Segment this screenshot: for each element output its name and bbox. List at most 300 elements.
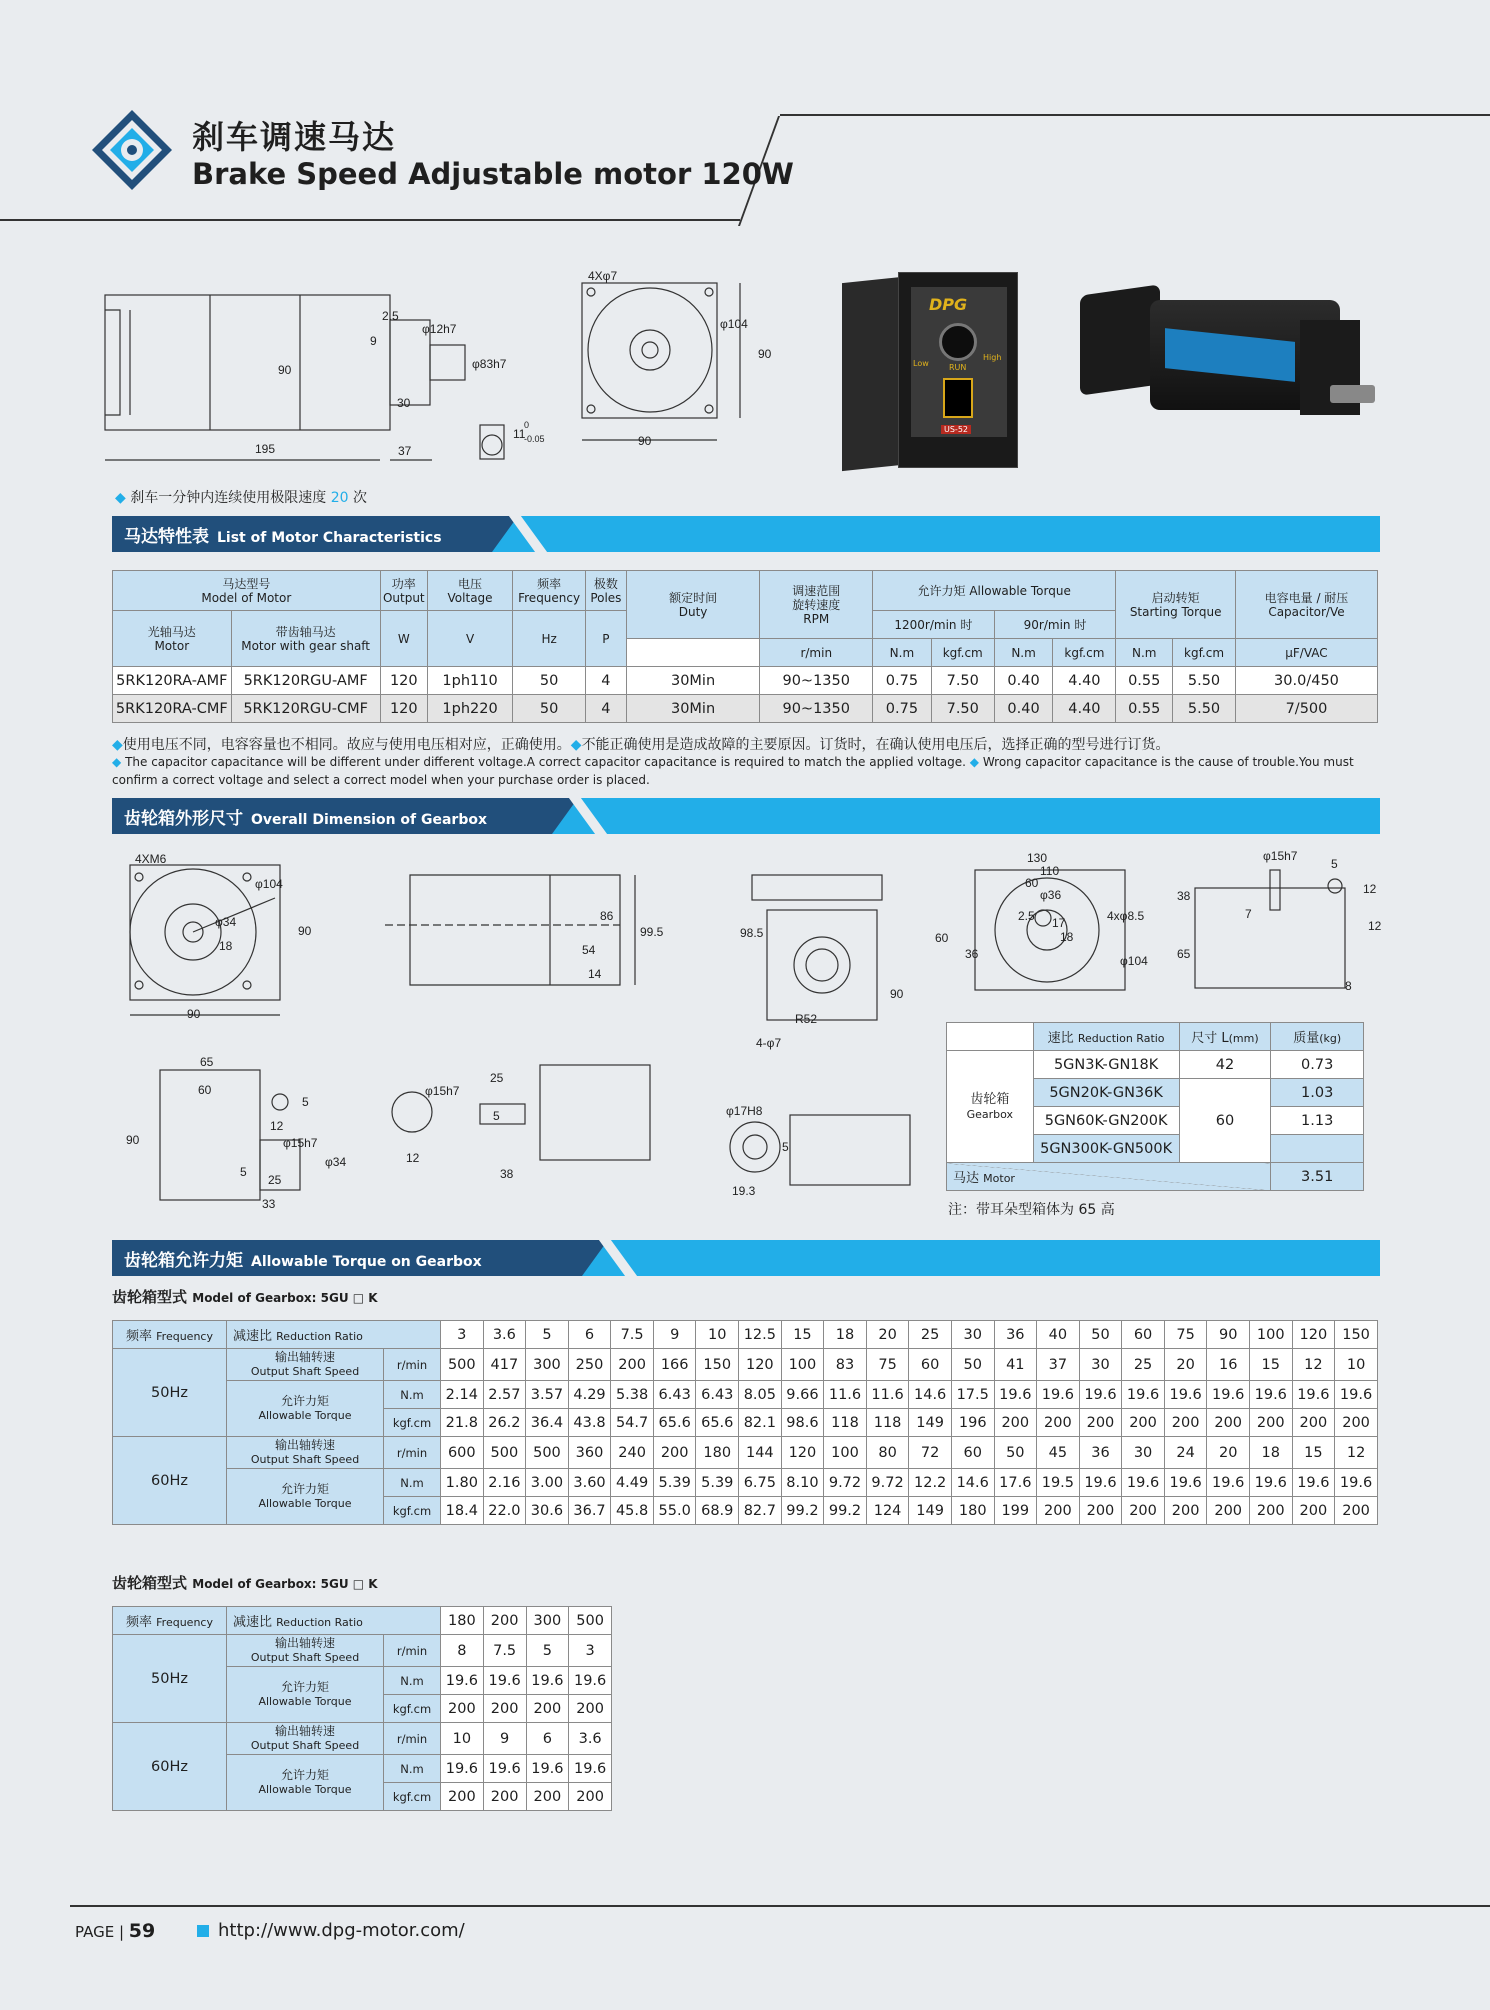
ratio-cell: 50	[1079, 1321, 1122, 1349]
dim-label: 2.5	[382, 309, 399, 323]
value-cell: 99.2	[781, 1497, 824, 1525]
value-cell: 19.6	[1079, 1381, 1122, 1409]
value-cell: 5.39	[653, 1469, 696, 1497]
value-cell: 19.6	[569, 1667, 612, 1695]
value-cell: 300	[526, 1349, 569, 1381]
dim-label: 60	[1025, 876, 1039, 890]
value-cell: 19.6	[1335, 1381, 1378, 1409]
value-cell: 18.4	[441, 1497, 484, 1525]
value-cell: 200	[1335, 1497, 1378, 1525]
ratio-cell: 300	[526, 1607, 569, 1635]
value-cell: 36.4	[526, 1409, 569, 1437]
value-cell: 9.72	[866, 1469, 909, 1497]
dim-label: 4XM6	[135, 852, 167, 866]
value-cell: 200	[1249, 1497, 1292, 1525]
ratio-cell: 6	[568, 1321, 611, 1349]
value-cell: 19.6	[1207, 1469, 1250, 1497]
link-bullet-icon	[197, 1925, 209, 1937]
value-cell: 65.6	[696, 1409, 739, 1437]
table-row: 5GN300K-GN500K	[947, 1135, 1364, 1163]
dim-label: 30	[397, 396, 411, 410]
value-cell: 200	[526, 1783, 569, 1811]
ratio-cell: 120	[1292, 1321, 1335, 1349]
value-cell: 166	[653, 1349, 696, 1381]
dim-label: 5	[493, 1109, 500, 1123]
voltage-note-en: ◆ The capacitor capacitance will be different under different voltage.A correct capacitor capacitance is required to match the applied voltage. ◆ Wrong capacitor capacitance is the cause of trouble.You must	[112, 755, 1354, 769]
dim-label: φ15h7	[283, 1136, 318, 1150]
table-row: kgf.cm 200 200 200 200	[113, 1695, 612, 1723]
value-cell: 19.6	[1122, 1381, 1165, 1409]
value-cell: 100	[824, 1437, 867, 1469]
value-cell: 82.7	[739, 1497, 782, 1525]
dim-label: 90	[638, 434, 652, 448]
ratio-cell: 5	[526, 1321, 569, 1349]
value-cell: 4.29	[568, 1381, 611, 1409]
ratio-cell: 90	[1207, 1321, 1250, 1349]
dim-label: 90	[758, 347, 772, 361]
dim-label: 12	[1363, 882, 1377, 896]
ratio-cell: 150	[1335, 1321, 1378, 1349]
value-cell: 600	[441, 1437, 484, 1469]
dim-label: 9	[370, 334, 377, 348]
value-cell: 72	[909, 1437, 952, 1469]
value-cell: 19.6	[441, 1755, 484, 1783]
dim-label: 60	[935, 931, 949, 945]
value-cell: 200	[569, 1695, 612, 1723]
dim-label: φ104	[255, 877, 283, 891]
table-row: 允许力矩 Allowable Torque N.m 1.80 2.16 3.00 3.60 4.49 5.39 5.39 6.75 8.10 9.72 9.72 12.2 14.6 17.6 19.5 19.6 19.6 19.6 19.6 19.6 19.6 19.6	[113, 1469, 1378, 1497]
table-row: 5GN20K-GN36K 60 1.03	[947, 1079, 1364, 1107]
value-cell: 200	[1249, 1409, 1292, 1437]
dim-label: 14	[588, 967, 602, 981]
value-cell: 10	[441, 1723, 484, 1755]
dim-label: 38	[1177, 889, 1191, 903]
value-cell: 199	[994, 1497, 1037, 1525]
value-cell: 17.5	[951, 1381, 994, 1409]
dim-label: 98.5	[740, 926, 764, 940]
value-cell: 5.38	[611, 1381, 654, 1409]
value-cell: 120	[781, 1437, 824, 1469]
dim-label: 4-φ7	[756, 1036, 782, 1050]
value-cell: 19.6	[994, 1381, 1037, 1409]
value-cell: 19.6	[1164, 1381, 1207, 1409]
value-cell: 200	[1164, 1409, 1207, 1437]
dim-label: 86	[600, 909, 614, 923]
value-cell: 118	[866, 1409, 909, 1437]
dim-label: 18	[219, 939, 233, 953]
value-cell: 19.6	[1292, 1381, 1335, 1409]
value-cell: 100	[781, 1349, 824, 1381]
brake-note: ◆ 刹车一分钟内连续使用极限速度 20 次	[115, 490, 367, 506]
value-cell: 124	[866, 1497, 909, 1525]
ratio-cell: 180	[441, 1607, 484, 1635]
value-cell: 24	[1164, 1437, 1207, 1469]
table-row: 50Hz 输出轴转速 Output Shaft Speed r/min 500 417 300 250 200 166 150 120 100 83 75 60 50 41 37 30 25 20 16 15 12 10	[113, 1349, 1378, 1381]
value-cell: 200	[569, 1783, 612, 1811]
value-cell: 10	[1335, 1349, 1378, 1381]
value-cell: 149	[909, 1497, 952, 1525]
value-cell: 11.6	[824, 1381, 867, 1409]
dim-label: 37	[398, 444, 412, 458]
dim-label: 12	[1368, 919, 1382, 933]
dim-label: 65	[200, 1055, 214, 1069]
value-cell: 200	[1122, 1409, 1165, 1437]
dim-label: 54	[582, 943, 596, 957]
value-cell: 19.6	[483, 1755, 526, 1783]
torque-table-2: 频率 Frequency 减速比 Reduction Ratio 180 200 300 500 50Hz 输出轴转速 Output Shaft Speed r/min 8 7.5 5 3 允许力矩 Allowable Torque N.m 19.6 19.6 19.6 19.6 kgf.cm 200 200 200 200 60Hz 输出轴转速 Output Shaft Speed r/min 10 9 6 3.6 允许力矩 Allowable Torque N.m 19.6 19.6 19.6 19.6 kgf.cm 200 200 200 200	[112, 1606, 612, 1811]
value-cell: 55.0	[653, 1497, 696, 1525]
ratio-cell: 100	[1249, 1321, 1292, 1349]
value-cell: 240	[611, 1437, 654, 1469]
value-cell: 2.16	[483, 1469, 526, 1497]
motor-side-drawing	[100, 270, 570, 470]
gearbox-model-label-2: 齿轮箱型式 Model of Gearbox: 5GU □ K	[112, 1574, 378, 1592]
value-cell: 120	[739, 1349, 782, 1381]
controller-run-label: RUN	[949, 363, 967, 372]
value-cell: 200	[483, 1783, 526, 1811]
controller-brand: DPG	[929, 295, 968, 314]
value-cell: 19.6	[1249, 1381, 1292, 1409]
dim-label: φ83h7	[472, 357, 507, 371]
ratio-cell: 10	[696, 1321, 739, 1349]
dim-label: φ12h7	[422, 322, 457, 336]
controller-model-label: US-52	[941, 425, 971, 434]
value-cell: 19.6	[1335, 1469, 1378, 1497]
page-title-en: Brake Speed Adjustable motor 120W	[192, 157, 794, 191]
value-cell: 9	[483, 1723, 526, 1755]
dim-label: 36	[965, 947, 979, 961]
speed-knob-icon	[939, 323, 977, 361]
ratio-cell: 30	[951, 1321, 994, 1349]
value-cell: 6.43	[696, 1381, 739, 1409]
value-cell: 118	[824, 1409, 867, 1437]
value-cell: 19.6	[1122, 1469, 1165, 1497]
value-cell: 200	[1292, 1409, 1335, 1437]
ratio-note: 注：带耳朵型箱体为 65 高	[948, 1202, 1115, 1218]
value-cell: 14.6	[909, 1381, 952, 1409]
value-cell: 200	[1335, 1409, 1378, 1437]
ratio-cell: 9	[653, 1321, 696, 1349]
value-cell: 196	[951, 1409, 994, 1437]
ratio-cell: 200	[483, 1607, 526, 1635]
value-cell: 3.00	[526, 1469, 569, 1497]
dim-label: 90	[298, 924, 312, 938]
value-cell: 26.2	[483, 1409, 526, 1437]
value-cell: 200	[526, 1695, 569, 1723]
value-cell: 5.39	[696, 1469, 739, 1497]
ratio-cell: 3.6	[483, 1321, 526, 1349]
value-cell: 6.75	[739, 1469, 782, 1497]
dim-label: 25	[490, 1071, 504, 1085]
value-cell: 19.6	[526, 1667, 569, 1695]
table-row: kgf.cm 21.8 26.2 36.4 43.8 54.7 65.6 65.6 82.1 98.6 118 118 149 196 200 200 200 200 200 200 200 200 200	[113, 1409, 1378, 1437]
dim-label: 4Xφ7	[588, 269, 618, 283]
value-cell: 12.2	[909, 1469, 952, 1497]
footer-rule	[70, 1905, 1490, 1907]
value-cell: 180	[951, 1497, 994, 1525]
value-cell: 360	[568, 1437, 611, 1469]
value-cell: 36.7	[568, 1497, 611, 1525]
value-cell: 17.6	[994, 1469, 1037, 1497]
value-cell: 149	[909, 1409, 952, 1437]
dim-label: 17	[1052, 916, 1066, 930]
dim-label: 90	[278, 363, 292, 377]
dim-label: -0.05	[524, 434, 545, 444]
dim-label: 5	[1331, 857, 1338, 871]
ratio-cell: 40	[1037, 1321, 1080, 1349]
dim-label: 12	[406, 1151, 420, 1165]
value-cell: 200	[1037, 1409, 1080, 1437]
value-cell: 250	[568, 1349, 611, 1381]
gearbox-front-drawing	[115, 850, 335, 1025]
value-cell: 200	[441, 1695, 484, 1723]
value-cell: 19.6	[1292, 1469, 1335, 1497]
page-number: PAGE | 59	[75, 1920, 156, 1942]
table-row: kgf.cm 200 200 200 200	[113, 1783, 612, 1811]
website-link[interactable]: http://www.dpg-motor.com/	[218, 1920, 465, 1941]
value-cell: 12	[1292, 1349, 1335, 1381]
value-cell: 19.6	[526, 1755, 569, 1783]
table-row: 60Hz 输出轴转速 Output Shaft Speed r/min 600 500 500 360 240 200 180 144 120 100 80 72 60 50 45 36 30 24 20 18 15 12	[113, 1437, 1378, 1469]
value-cell: 25	[1122, 1349, 1165, 1381]
value-cell: 417	[483, 1349, 526, 1381]
value-cell: 30	[1079, 1349, 1122, 1381]
value-cell: 50	[994, 1437, 1037, 1469]
section-motor-characteristics: 马达特性表 List of Motor Characteristics	[112, 516, 1380, 552]
ratio-cell: 12.5	[739, 1321, 782, 1349]
gearbox-model-label-1: 齿轮箱型式 Model of Gearbox: 5GU □ K	[112, 1288, 378, 1306]
gearbox-side-drawing	[380, 870, 680, 1000]
value-cell: 6	[526, 1723, 569, 1755]
ratio-cell: 3	[441, 1321, 484, 1349]
value-cell: 22.0	[483, 1497, 526, 1525]
ratio-cell: 18	[824, 1321, 867, 1349]
dim-label: 90	[187, 1007, 201, 1021]
value-cell: 200	[1079, 1409, 1122, 1437]
value-cell: 3.60	[568, 1469, 611, 1497]
section-gearbox-dimension: 齿轮箱外形尺寸 Overall Dimension of Gearbox	[112, 798, 1380, 834]
dim-label: 110	[1040, 864, 1060, 878]
ratio-cell: 500	[569, 1607, 612, 1635]
table-row: 允许力矩 Allowable Torque N.m 19.6 19.6 19.6 19.6	[113, 1755, 612, 1783]
table-row: 马达 Motor 3.51	[947, 1163, 1364, 1191]
gearbox-ear-drawing	[740, 865, 910, 1055]
value-cell: 19.6	[1037, 1381, 1080, 1409]
value-cell: 18	[1249, 1437, 1292, 1469]
value-cell: 8	[441, 1635, 484, 1667]
speed-controller-photo	[838, 272, 1018, 472]
dim-label: 5	[302, 1095, 309, 1109]
ratio-cell: 20	[866, 1321, 909, 1349]
value-cell: 45	[1037, 1437, 1080, 1469]
gearbox-shaft-side-drawing	[1175, 848, 1390, 1003]
dim-label: 65	[1177, 947, 1191, 961]
dim-label: 25	[268, 1173, 282, 1187]
voltage-note-cn: ◆使用电压不同，电容容量也不相同。故应与使用电压相对应，正确使用。◆不能正确使用是造成故障的主要原因。订货时，在确认使用电压后，选择正确的型号进行订货。	[112, 737, 1170, 753]
dim-label: 99.5	[640, 925, 664, 939]
table-row: 60Hz 输出轴转速 Output Shaft Speed r/min 10 9 6 3.6	[113, 1723, 612, 1755]
value-cell: 45.8	[611, 1497, 654, 1525]
value-cell: 50	[951, 1349, 994, 1381]
value-cell: 6.43	[653, 1381, 696, 1409]
dim-label: 33	[262, 1197, 276, 1211]
table-row: 5RK120RA-CMF 5RK120RGU-CMF 120 1ph220 50 4 30Min 90~1350 0.75 7.50 0.40 4.40 0.55 5.50 7/500	[113, 695, 1378, 723]
ratio-cell: 60	[1122, 1321, 1165, 1349]
value-cell: 12	[1335, 1437, 1378, 1469]
dim-label: 90	[890, 987, 904, 1001]
dim-label: 60	[198, 1083, 212, 1097]
table-row: 齿轮箱 Gearbox 5GN3K-GN18K 42 0.73	[947, 1051, 1364, 1079]
value-cell: 180	[696, 1437, 739, 1469]
value-cell: 20	[1164, 1349, 1207, 1381]
ratio-cell: 25	[909, 1321, 952, 1349]
dim-label: φ34	[325, 1155, 347, 1169]
table-row: 5RK120RA-AMF 5RK120RGU-AMF 120 1ph110 50 4 30Min 90~1350 0.75 7.50 0.40 4.40 0.55 5.50 30.0/450	[113, 667, 1378, 695]
dim-label: 11	[513, 427, 526, 441]
dim-label: 195	[255, 442, 276, 456]
value-cell: 200	[994, 1409, 1037, 1437]
value-cell: 150	[696, 1349, 739, 1381]
value-cell: 200	[653, 1437, 696, 1469]
dim-label: 90	[126, 1133, 140, 1147]
dim-label: 8	[1345, 979, 1352, 993]
value-cell: 30.6	[526, 1497, 569, 1525]
value-cell: 19.6	[441, 1667, 484, 1695]
value-cell: 200	[1079, 1497, 1122, 1525]
value-cell: 3.57	[526, 1381, 569, 1409]
value-cell: 19.6	[1079, 1469, 1122, 1497]
value-cell: 5	[526, 1635, 569, 1667]
value-cell: 30	[1122, 1437, 1165, 1469]
value-cell: 82.1	[739, 1409, 782, 1437]
value-cell: 3.6	[569, 1723, 612, 1755]
dim-label: 130	[1027, 851, 1048, 865]
dim-label: φ104	[720, 317, 748, 331]
value-cell: 60	[909, 1349, 952, 1381]
gearbox-shaft-drawing	[390, 1060, 680, 1190]
value-cell: 200	[441, 1783, 484, 1811]
ratio-cell: 36	[994, 1321, 1037, 1349]
dim-label: φ34	[215, 915, 237, 929]
table-row: 允许力矩 Allowable Torque N.m 19.6 19.6 19.6 19.6	[113, 1667, 612, 1695]
ratio-cell: 15	[781, 1321, 824, 1349]
switch-icon	[943, 378, 973, 418]
value-cell: 500	[526, 1437, 569, 1469]
value-cell: 8.10	[781, 1469, 824, 1497]
value-cell: 200	[1207, 1409, 1250, 1437]
controller-low-label: Low	[913, 359, 929, 368]
dim-label: R52	[795, 1012, 818, 1026]
value-cell: 500	[483, 1437, 526, 1469]
gearbox-flange-drawing	[935, 850, 1155, 1000]
value-cell: 4.49	[611, 1469, 654, 1497]
value-cell: 19.6	[1164, 1469, 1207, 1497]
dim-label: φ104	[1120, 954, 1148, 968]
page-title-cn: 刹车调速马达	[192, 118, 397, 156]
value-cell: 15	[1249, 1349, 1292, 1381]
header-rule	[0, 219, 740, 221]
value-cell: 8.05	[739, 1381, 782, 1409]
gearbox-ratio-table: 速比 Reduction Ratio 尺寸 L(mm) 质量(kg) 齿轮箱 Gearbox 5GN3K-GN18K 42 0.73 5GN20K-GN36K 60 1.03 5GN60K-GN200K 1.13 5GN300K-GN500K 马达 Motor 3.51	[946, 1022, 1364, 1191]
value-cell: 11.6	[866, 1381, 909, 1409]
value-cell: 7.5	[483, 1635, 526, 1667]
value-cell: 80	[866, 1437, 909, 1469]
dim-label: 19.3	[732, 1184, 756, 1198]
value-cell: 200	[611, 1349, 654, 1381]
ratio-cell: 7.5	[611, 1321, 654, 1349]
value-cell: 43.8	[568, 1409, 611, 1437]
value-cell: 99.2	[824, 1497, 867, 1525]
table-row: 允许力矩 Allowable Torque N.m 2.14 2.57 3.57 4.29 5.38 6.43 6.43 8.05 9.66 11.6 11.6 14.6 17.5 19.6 19.6 19.6 19.6 19.6 19.6 19.6 19.6 19.6	[113, 1381, 1378, 1409]
value-cell: 200	[1207, 1497, 1250, 1525]
value-cell: 65.6	[653, 1409, 696, 1437]
value-cell: 500	[441, 1349, 484, 1381]
value-cell: 19.5	[1037, 1469, 1080, 1497]
value-cell: 19.6	[1249, 1469, 1292, 1497]
dim-label: 38	[500, 1167, 514, 1181]
controller-high-label: High	[983, 353, 1002, 362]
value-cell: 16	[1207, 1349, 1250, 1381]
value-cell: 200	[1037, 1497, 1080, 1525]
dim-label: 0	[524, 420, 530, 430]
value-cell: 19.6	[483, 1667, 526, 1695]
value-cell: 14.6	[951, 1469, 994, 1497]
dim-label: φ15h7	[1263, 849, 1298, 863]
value-cell: 9.66	[781, 1381, 824, 1409]
dim-label: 18	[1060, 930, 1074, 944]
value-cell: 200	[1164, 1497, 1207, 1525]
value-cell: 144	[739, 1437, 782, 1469]
brand-logo-icon	[90, 108, 174, 192]
motor-characteristics-table: 马达型号 Model of Motor 功率 Output 电压 Voltage 频率 Frequency 极数 Poles 额定时间 Duty 调速范围 旋转速度 RPM 允许力矩 Allowable Torque 启动转矩 Starting Torque 电容电量 / 耐压 Capacitor/Ve 光轴马达 Motor 带齿轴马达 Motor with gear shaft W V Hz P 1200r/min 时 90r/min 时 r/min N.m kgf.cm N.m kgf.cm N.m kgf.cm μF/VAC 5RK120RA-AMF 5RK120RGU-AMF 120 1ph110 50 4 30Min 90~1350 0.75 7.50 0.40 4.40 0.55 5.50 30.0/450 5RK120RA-CMF 5RK120RGU-CMF 120 1ph220 50 4 30Min 90~1350 0.75 7.50 0.40 4.40 0.55 5.50 7/500	[112, 570, 1378, 723]
gear-motor-photo	[1060, 280, 1380, 440]
value-cell: 3	[569, 1635, 612, 1667]
value-cell: 15	[1292, 1437, 1335, 1469]
value-cell: 21.8	[441, 1409, 484, 1437]
dim-label: φ15h7	[425, 1084, 460, 1098]
dim-label: 12	[270, 1119, 284, 1133]
value-cell: 83	[824, 1349, 867, 1381]
value-cell: 9.72	[824, 1469, 867, 1497]
value-cell: 37	[1037, 1349, 1080, 1381]
value-cell: 1.80	[441, 1469, 484, 1497]
value-cell: 68.9	[696, 1497, 739, 1525]
value-cell: 200	[1122, 1497, 1165, 1525]
dim-label: 5	[240, 1165, 247, 1179]
dim-label: φ36	[1040, 888, 1062, 902]
torque-table-1: 频率 Frequency 减速比 Reduction Ratio 3 3.6 5 6 7.5 9 10 12.5 15 18 20 25 30 36 40 50 60 75 90 100 120 150 50Hz 输出轴转速 Output Shaft Speed r/min 500 417 300 250 200 166 150 120 100 83 75 60 50 41 37 30 25 20 16 15 12 10 允许力矩 Allowable Torque N.m 2.14 2.57 3.57 4.29 5.38 6.43 6.43 8.05 9.66 11.6 11.6 14.6 17.5 19.6 19.6 19.6 19.6 19.6 19.6 19.6 19.6 19.6 kgf.cm 21.8 26.2 36.4 43.8 54.7 65.6 65.6 82.1 98.6 118 118 149 196 200 200 200 200 200 200 200 200 200 60Hz 输出轴转速 Output Shaft Speed r/min 600 500 500 360 240 200 180 144 120 100 80 72 60 50 45 36 30 24 20 18 15 12 允许力矩 Allowable Torque N.m 1.80 2.16 3.00 3.60 4.49 5.39 5.39 6.75 8.10 9.72 9.72 12.2 14.6 17.6 19.5 19.6 19.6 19.6 19.6 19.6 19.6 19.6 kgf.cm 18.4 22.0 30.6 36.7 45.8 55.0 68.9 82.7 99.2 99.2 124 149 180 199 200 200 200 200 200 200 200 200	[112, 1320, 1378, 1525]
table-row: 50Hz 输出轴转速 Output Shaft Speed r/min 8 7.5 5 3	[113, 1635, 612, 1667]
value-cell: 54.7	[611, 1409, 654, 1437]
value-cell: 20	[1207, 1437, 1250, 1469]
value-cell: 200	[483, 1695, 526, 1723]
value-cell: 2.14	[441, 1381, 484, 1409]
voltage-note-en-2: confirm a correct voltage and select a correct model when your purchase order is placed.	[112, 773, 650, 787]
value-cell: 19.6	[569, 1755, 612, 1783]
table-row: 5GN60K-GN200K 1.13	[947, 1107, 1364, 1135]
dim-label: φ17H8	[726, 1104, 763, 1118]
gearbox-hollow-drawing	[720, 1095, 920, 1205]
value-cell: 41	[994, 1349, 1037, 1381]
value-cell: 75	[866, 1349, 909, 1381]
dim-label: 4xφ8.5	[1107, 909, 1145, 923]
value-cell: 36	[1079, 1437, 1122, 1469]
section-gearbox-torque: 齿轮箱允许力矩 Allowable Torque on Gearbox	[112, 1240, 1380, 1276]
dim-label: 7	[1245, 907, 1252, 921]
table-row: kgf.cm 18.4 22.0 30.6 36.7 45.8 55.0 68.9 82.7 99.2 99.2 124 149 180 199 200 200 200 200 200 200 200 200	[113, 1497, 1378, 1525]
dim-label: 2.5	[1018, 909, 1035, 923]
value-cell: 2.57	[483, 1381, 526, 1409]
